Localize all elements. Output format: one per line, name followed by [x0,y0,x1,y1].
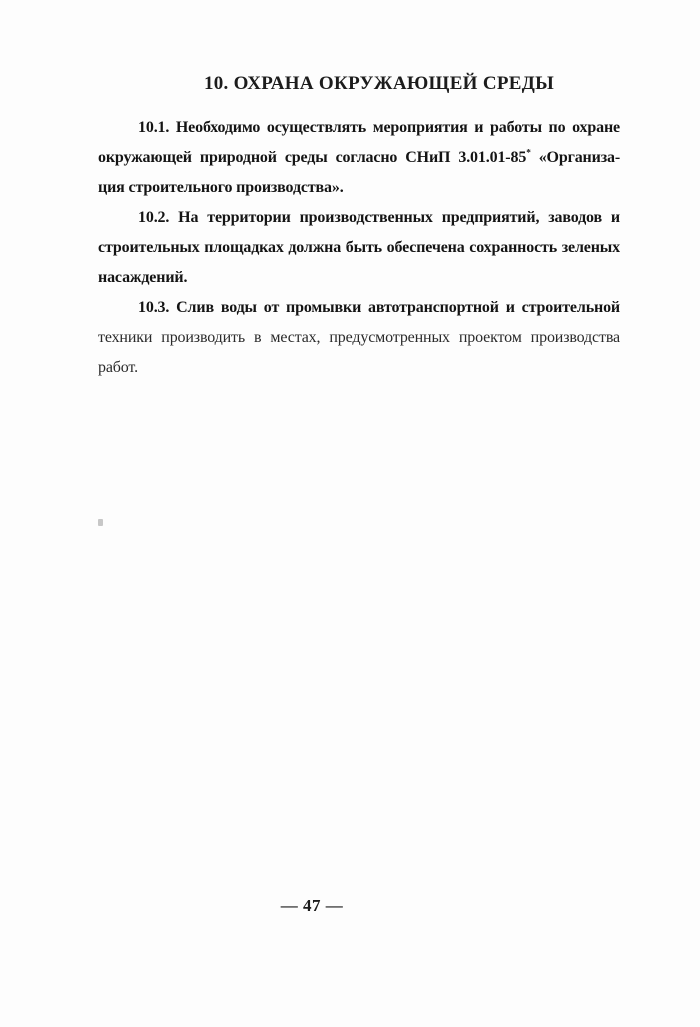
section-title: 10. ОХРАНА ОКРУЖАЮЩЕЙ СРЕДЫ [203,72,555,94]
text-segment: 10.1. Необходимо осуществлять мероприятия и работы по охране [138,119,620,136]
text-segment: работ. [98,359,138,376]
document-body [98,113,620,383]
paragraph [98,203,620,293]
text-segment: насаждений. [98,269,188,286]
text-segment: 10.3. Слив воды от промывки автотранспортной и строительной [138,299,620,316]
page-number: — 47 — [280,896,344,915]
paragraph [98,113,620,203]
text-segment: окружающей природной среды согласно СНиП 3.01.01-85 [98,149,527,166]
text-segment: строительных площадках должна быть обеспечена сохранность зеленых [98,239,620,256]
text-line [98,203,620,233]
text-segment: техники производить в местах, предусмотренных проектом производства [98,329,620,346]
text-line [98,173,620,203]
text-line [98,263,620,293]
text-segment: 10.2. На территории производственных предприятий, заводов и [138,209,620,226]
text-line [98,143,620,173]
text-line [98,353,620,383]
text-line [98,113,620,143]
text-line [98,293,620,323]
text-line [98,233,620,263]
text-line [98,323,620,353]
superscript-asterisk: * [526,148,531,159]
paragraph [98,293,620,383]
scan-speck [98,519,103,526]
text-segment: ция строительного производства». [98,179,344,196]
text-segment: «Организа- [530,149,620,166]
